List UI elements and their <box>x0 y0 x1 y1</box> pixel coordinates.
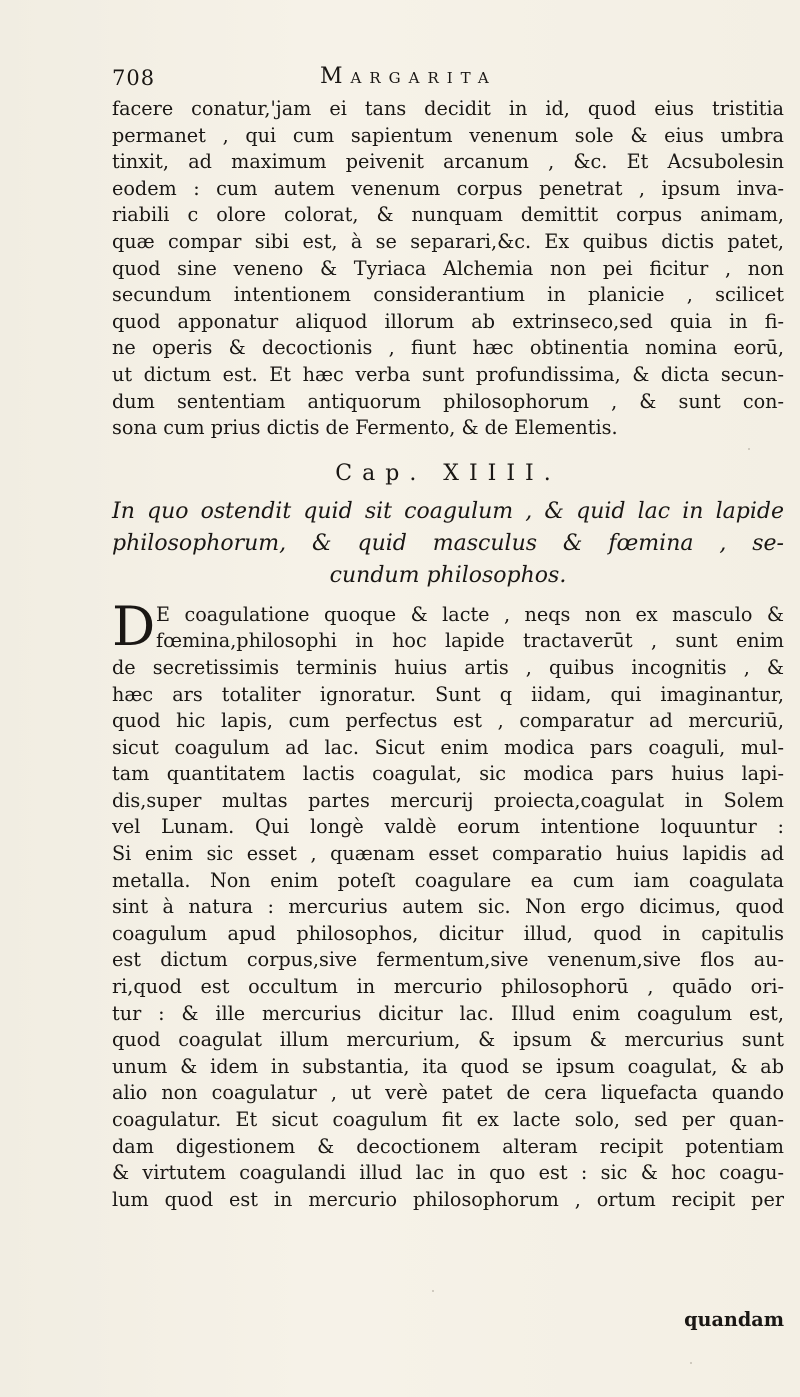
text-line: dam digestionem & decoctionem alteram recipit potentiam <box>112 1134 784 1158</box>
text-line: ut dictum est. Et hæc verba sunt profundissima, & dicta secun- <box>112 362 784 386</box>
page-header <box>112 66 782 96</box>
paragraph-1 <box>112 96 784 442</box>
text-line: sona cum prius dictis de Fermento, & de Elementis. <box>112 416 618 440</box>
text-line: coagulum apud philosophos, dicitur illud, quod in capitulis <box>112 921 784 945</box>
body-text <box>112 96 784 1213</box>
text-line: de secretissimis terminis huius artis , quibus incognitis , & <box>112 655 784 679</box>
text-line: quod apponatur aliquod illorum ab extrinseco,sed quia in fi- <box>112 309 784 333</box>
text-line: tinxit, ad maximum peivenit arcanum , &c. Et Acsubolesin <box>112 150 784 174</box>
text-line: hæc ars totaliter ignoratur. Sunt q iidam, qui imaginantur, <box>112 682 784 706</box>
text-line: vel Lunam. Qui longè valdè eorum intentione loquuntur : <box>112 815 784 839</box>
text-line: est dictum corpus,sive fermentum,sive venenum,sive flos au- <box>112 948 784 972</box>
paper-speck <box>748 448 750 450</box>
running-head: Margarita <box>320 64 497 89</box>
text-line: lum quod est in mercurio philosophorum , ortum recipit per <box>112 1187 784 1211</box>
text-line: secundum intentionem considerantium in planicie , scilicet <box>112 283 784 307</box>
text-line: unum & idem in substantia, ita quod se ipsum coagulat, & ab <box>112 1054 784 1078</box>
paper-speck <box>690 1362 692 1364</box>
text-line: ri,quod est occultum in mercurio philosophorū , quādo ori- <box>112 975 784 999</box>
text-line: coagulatur. Et sicut coagulum fit ex lacte solo, sed per quan- <box>112 1108 784 1131</box>
text-line: & virtutem coagulandi illud lac in quo est : sic & hoc coagu- <box>112 1161 784 1185</box>
text-line: quod hic lapis, cum perfectus est , comparatur ad mercuriū, <box>112 709 784 733</box>
page-number: 708 <box>112 66 156 90</box>
text-line: sint à natura : mercurius autem sic. Non ergo dicimus, quod <box>112 895 784 919</box>
text-line: E coagulatione quoque & lacte , neqs non ex masculo & <box>156 602 784 626</box>
text-line: alio non coagulatur , ut verè patet de cera liquefacta quando <box>112 1081 784 1105</box>
summary-line: cundum philosophos. <box>329 562 567 588</box>
text-line: ne operis & decoctionis , fiunt hæc obtinentia nomina eorū, <box>112 336 784 360</box>
text-line: tur : & ille mercurius dicitur lac. Illud enim coagulum est, <box>112 1001 784 1025</box>
catchword: quandam <box>684 1308 784 1331</box>
text-line: quæ compar sibi est, à se separari,&c. Ex quibus dictis patet, <box>112 229 784 253</box>
text-line: quod sine veneno & Tyriaca Alchemia non pei ficitur , non <box>112 256 784 280</box>
text-line: dum sententiam antiquorum philosophorum , & sunt con- <box>112 389 784 413</box>
summary-line: philosophorum, & quid masculus & fœmina , se- <box>112 530 784 556</box>
text-line: quod coagulat illum mercurium, & ipsum & mercurius sunt <box>112 1028 784 1052</box>
text-line: sicut coagulum ad lac. Sicut enim modica pars coaguli, mul- <box>112 735 784 759</box>
text-line: facere conatur,'jam ei tans decidit in id, quod eius tristitia <box>112 97 784 120</box>
paper-speck <box>432 1290 434 1292</box>
text-line: dis,super multas partes mercurij proiecta,coagulat in Solem <box>112 788 784 812</box>
chapter-summary <box>112 496 784 592</box>
text-line: eodem : cum autem venenum corpus penetrat , ipsum inva- <box>112 176 784 200</box>
text-line: fœmina,philosophi in hoc lapide tractaverūt , sunt enim <box>156 629 784 653</box>
text-line: permanet , qui cum sapientum venenum sole & eius umbra <box>112 123 784 147</box>
chapter-heading: Cap. XIIII. <box>335 460 561 486</box>
drop-cap: D <box>112 594 156 658</box>
text-line: tam quantitatem lactis coagulat, sic modica pars huius lapi- <box>112 762 784 786</box>
summary-line: In quo ostendit quid sit coagulum , & quid lac in lapide <box>112 498 784 524</box>
text-line: riabili c olore colorat, & nunquam demittit corpus animam, <box>112 203 784 227</box>
text-line: metalla. Non enim poteſt coagulare ea cum iam coagulata <box>112 868 784 892</box>
text-line: Si enim sic esset , quænam esset comparatio huius lapidis ad <box>112 842 784 866</box>
paragraph-2 <box>112 594 784 1214</box>
